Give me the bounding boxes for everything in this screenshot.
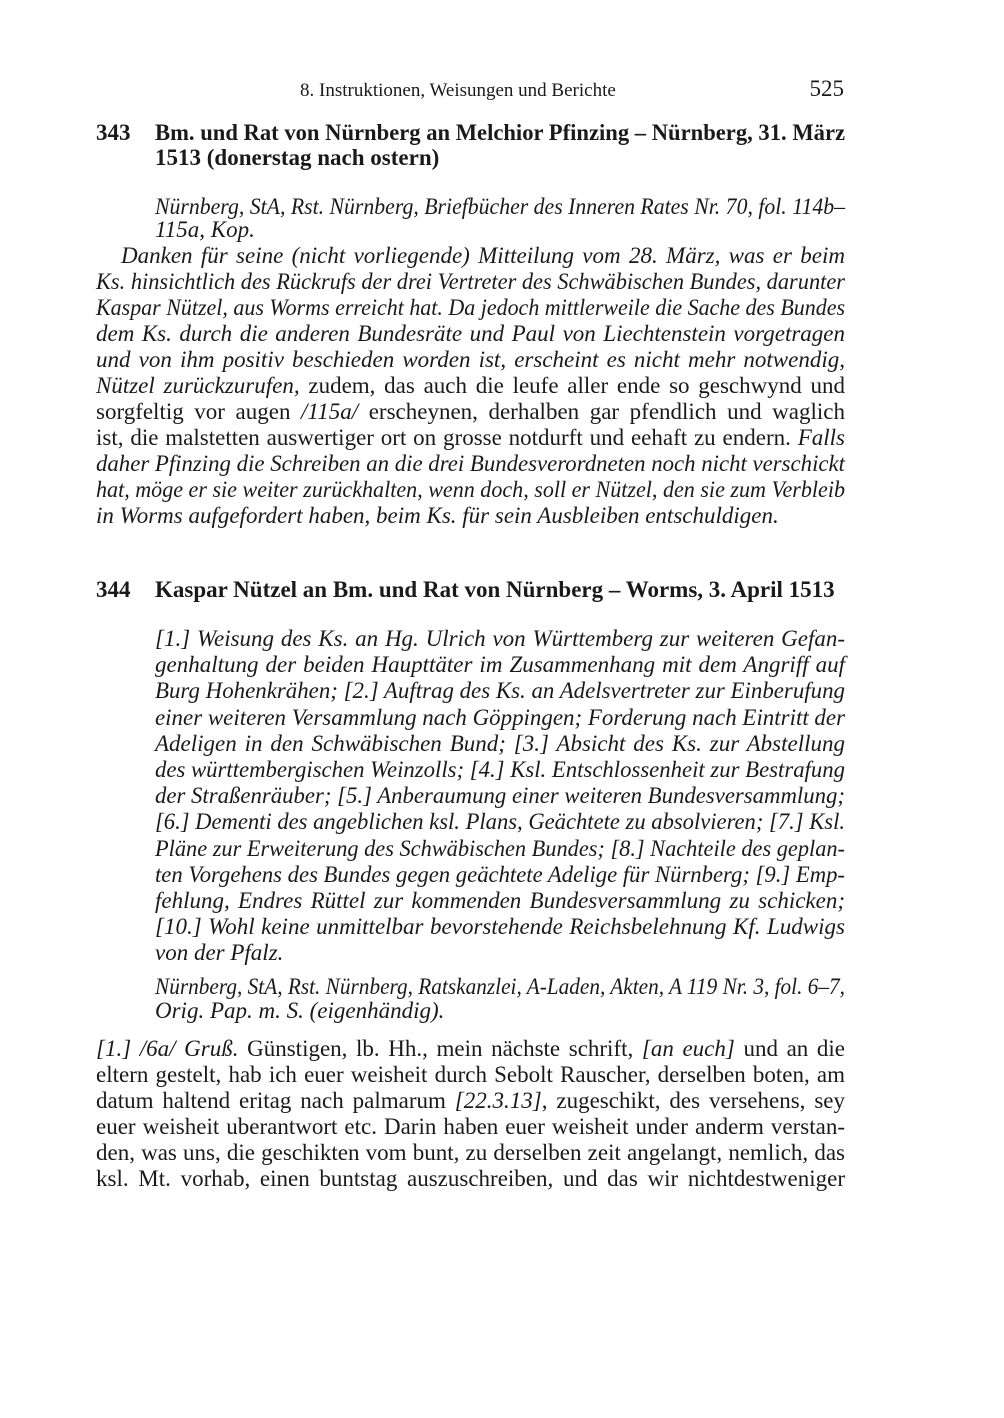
text-segment: von der Pfalz. — [155, 940, 284, 966]
text-segment: ten Vorgehens des Bundes gegen geächtete Adelige für Nürnberg; [9.] Emp- — [155, 861, 845, 887]
italic-text: Danken für seine (nicht vorliegende) Mitteilung vom 28. März, was er beim — [121, 243, 845, 268]
heading-line — [155, 577, 835, 603]
body-line — [96, 1114, 845, 1140]
text-segment: Adeligen in den Schwäbischen Bund; [3.] Absicht des Ks. zur Abstellung — [155, 730, 845, 756]
text-segment: der Straßenräuber; [5.] Anberaumung einer weiteren Bundesversammlung; — [155, 783, 845, 809]
text-segment: erscheynen, derhalben gar pfendlich und waglich — [358, 399, 845, 424]
body-line — [96, 1088, 845, 1114]
italic-text: [an euch] — [641, 1036, 735, 1061]
source-line — [155, 998, 444, 1024]
text-segment: 1513 (donerstag nach ostern) — [155, 145, 440, 170]
italic-text: /115a/ — [301, 399, 359, 424]
text-segment: einer weiteren Versammlung nach Göppingen; Forderung nach Eintritt der — [155, 704, 845, 730]
summary-line — [96, 399, 845, 425]
summary-line — [121, 243, 845, 269]
summary-line — [155, 862, 855, 888]
summary-line — [96, 321, 845, 347]
heading-line — [155, 145, 439, 171]
body-line — [96, 1036, 845, 1062]
summary-line — [96, 269, 866, 295]
summary-line — [155, 678, 848, 704]
text-segment: Pläne zur Erweiterung des Schwäbischen Bundes; [8.] Nachteile des geplan- — [155, 835, 845, 861]
text-segment: euer weisheit uberantwort etc. Darin haben euer weisheit under anderm verstan- — [96, 1114, 845, 1139]
italic-text: Ks. hinsichtlich des Rückrufs der drei Vertreter des Schwäbischen Bundes, darunter — [96, 269, 845, 294]
text-segment: ksl. Mt. vorhab, einen buntstag auszuschreiben, und das wir nichtdestweniger — [96, 1166, 845, 1191]
running-title: 8. Instruktionen, Weisungen und Berichte — [300, 80, 616, 101]
text-segment: 115a, Kop. — [155, 217, 255, 242]
text-segment: sorgfeltig vor augen — [96, 399, 302, 424]
text-segment: genhaltung der beiden Haupttäter im Zusammenhang mit dem Angriff auf — [155, 652, 845, 678]
summary-line — [155, 652, 845, 678]
heading-line — [155, 120, 857, 146]
page-number: 525 — [809, 76, 844, 101]
text-segment: [6.] Dementi des angeblichen ksl. Plans, Geächtete zu absolvieren; [7.] Ksl. — [155, 809, 845, 835]
text-segment: Kaspar Nützel an Bm. und Rat von Nürnberg – Worms, 3. April 1513 — [155, 577, 835, 602]
body-line — [96, 1166, 845, 1192]
italic-text: dem Ks. durch die anderen Bundesräte und Paul von Liechtenstein vorgetragen — [96, 321, 845, 346]
text-segment: Burg Hohenkrähen; [2.] Auftrag des Ks. an Adelsvertreter zur Einberufung — [155, 678, 845, 704]
text-segment: Nürnberg, StA, Rst. Nürnberg, Briefbücher des Inneren Rates Nr. 70, fol. 114b– — [155, 194, 845, 219]
summary-line — [96, 451, 851, 477]
text-segment: und an die — [734, 1036, 846, 1061]
text-segment: , zugeschikt, des versehens, sey — [541, 1088, 845, 1113]
text-segment: Bm. und Rat von Nürnberg an Melchior Pfinzing – Nürnberg, 31. März — [155, 120, 845, 145]
summary-line — [96, 347, 845, 373]
summary-line — [155, 809, 857, 835]
summary-line — [155, 888, 845, 914]
text-segment: fehlung, Endres Rüttel zur kommenden Bundesversammlung zu schicken; — [155, 888, 845, 913]
text-segment: [10.] Wohl keine unmittelbar bevorstehende Reichsbelehnung Kf. Ludwigs — [155, 914, 845, 940]
italic-text: Kaspar Nützel, aus Worms erreicht hat. Da jedoch mittlerweile die Sache des Bundes — [96, 295, 845, 320]
text-segment: des württembergischen Weinzolls; [4.] Ksl. Entschlossenheit zur Bestrafung — [155, 757, 845, 782]
summary-line — [155, 836, 865, 862]
body-line — [96, 1062, 845, 1088]
body-line — [96, 1140, 845, 1166]
summary-line — [155, 731, 845, 757]
source-line — [155, 974, 901, 1000]
source-line — [155, 194, 884, 220]
summary-line — [96, 477, 877, 503]
italic-text: Nützel zurückzurufen, — [96, 373, 300, 398]
text-segment: den, was uns, die geschikten vom bunt, zu derselben zeit angelangt, nemlich, das — [96, 1140, 845, 1165]
italic-text: und von ihm positiv beschieden worden ist, erscheint es nicht mehr notwendig, — [96, 347, 845, 372]
italic-text: [1.] /6a/ Gruß. — [96, 1036, 239, 1061]
document-number-343: 343 — [96, 120, 131, 145]
text-segment: datum haltend eritag nach palmarum — [96, 1088, 455, 1113]
text-segment: eltern gestelt, hab ich euer weisheit durch Sebolt Rauscher, derselben boten, am — [96, 1062, 845, 1087]
text-segment: ist, die malstetten auswertiger ort on grosse notdurft und eehaft zu endern. — [96, 425, 798, 450]
summary-line — [155, 626, 845, 652]
source-line — [155, 217, 255, 243]
summary-line — [155, 940, 283, 966]
italic-text: hat, möge er sie weiter zurückhalten, wenn doch, soll er Nützel, den sie zum Verbleib — [96, 477, 845, 502]
text-segment: zudem, das auch die leufe aller ende so geschwynd und — [299, 373, 845, 398]
summary-line — [96, 503, 779, 529]
summary-line — [96, 425, 845, 451]
summary-line — [155, 705, 847, 731]
document-number-344: 344 — [96, 577, 131, 602]
italic-text: in Worms aufgefordert haben, beim Ks. für sein Ausbleiben entschuldigen. — [96, 503, 779, 528]
summary-line — [155, 783, 852, 809]
text-segment: Günstigen, lb. Hh., mein nächste schrift, — [238, 1036, 642, 1061]
italic-text: Falls — [797, 425, 845, 450]
summary-line — [155, 914, 845, 940]
text-segment: Nürnberg, StA, Rst. Nürnberg, Ratskanzlei, A-Laden, Akten, A 119 Nr. 3, fol. 6–7, — [155, 974, 845, 999]
text-segment: [1.] Weisung des Ks. an Hg. Ulrich von Württemberg zur weiteren Gefan- — [155, 626, 845, 651]
italic-text: daher Pfinzing die Schreiben an die drei Bundesverordneten noch nicht verschickt — [96, 451, 845, 476]
text-segment: Orig. Pap. m. S. (eigenhändig). — [155, 998, 445, 1023]
summary-line — [155, 757, 853, 783]
summary-line — [96, 295, 880, 321]
italic-text: [22.3.13] — [454, 1088, 542, 1113]
summary-line — [96, 373, 845, 399]
